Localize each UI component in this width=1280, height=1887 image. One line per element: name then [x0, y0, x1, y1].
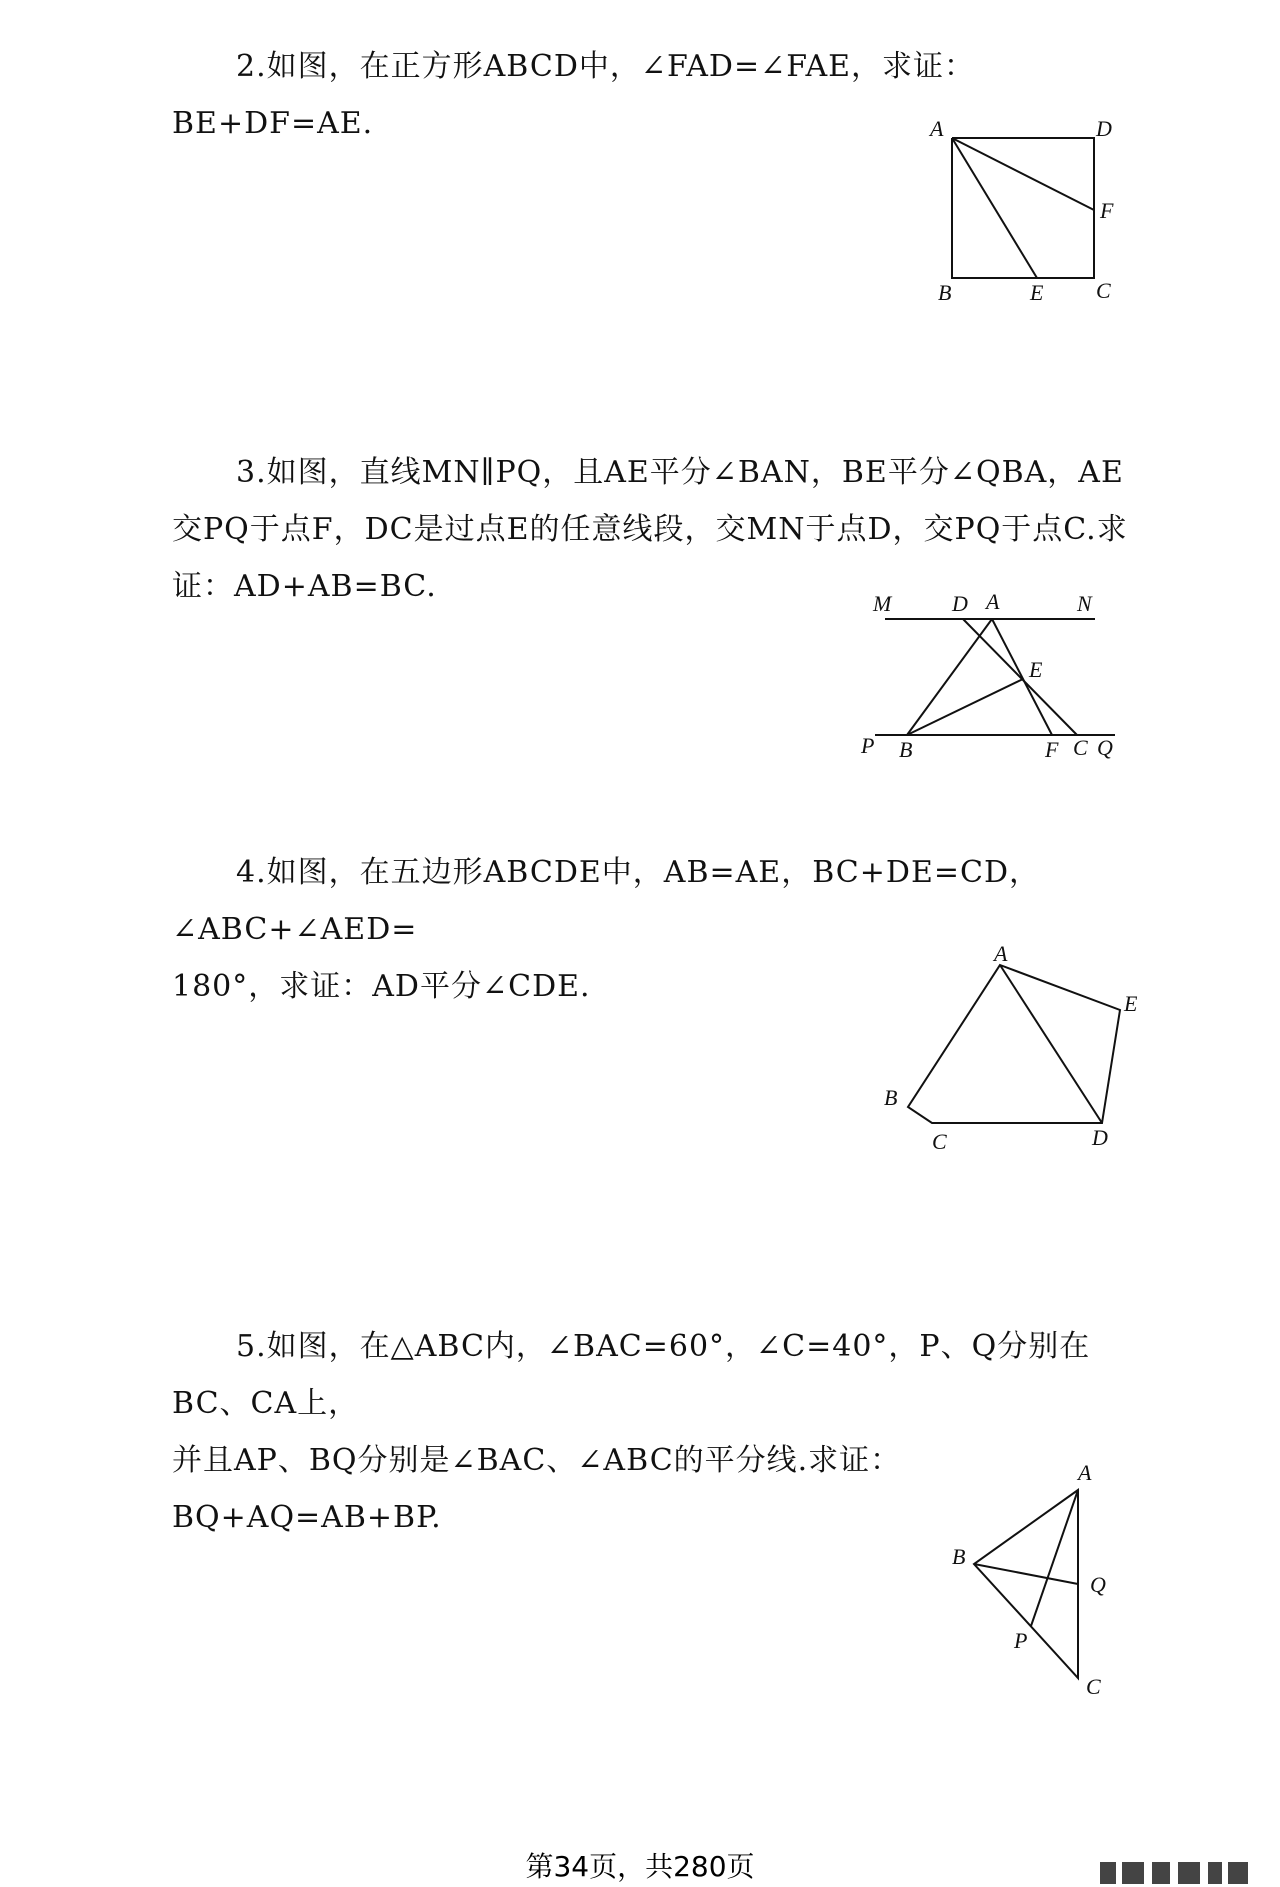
- label-a: A: [986, 589, 1000, 614]
- toolbar-bar-4: [1178, 1862, 1200, 1884]
- label-p: P: [1014, 1628, 1028, 1653]
- label-e: E: [1030, 280, 1044, 305]
- figure-square-abcd: [920, 110, 1120, 310]
- label-c: C: [932, 1129, 947, 1154]
- problem-3-line-2: 交PQ于点F，DC是过点E的任意线段，交MN于点D，交PQ于点C.求: [172, 512, 1128, 547]
- segment-ap: [1031, 1490, 1078, 1626]
- viewer-toolbar: [1100, 1862, 1250, 1884]
- label-b: B: [899, 737, 913, 762]
- pentagon-outline: [908, 965, 1120, 1123]
- label-a: A: [994, 941, 1008, 966]
- label-b: B: [952, 1544, 966, 1569]
- segment-ad: [1000, 965, 1102, 1123]
- toolbar-bar-1: [1100, 1862, 1116, 1884]
- label-f: F: [1045, 737, 1059, 762]
- problem-3-line-1: 3.如图，直线MN∥PQ，且AE平分∠BAN，BE平分∠QBA，AE: [236, 455, 1124, 490]
- problem-4-line-1: 4.如图，在五边形ABCDE中，AB=AE，BC+DE=CD，∠ABC+∠AED=: [172, 855, 1040, 947]
- problem-4-line-2: 180°，求证：AD平分∠CDE.: [172, 969, 591, 1004]
- label-c: C: [1086, 1674, 1101, 1699]
- label-f: F: [1100, 198, 1114, 223]
- label-b: B: [884, 1085, 898, 1110]
- problem-5-line-1: 5.如图，在△ABC内，∠BAC=60°，∠C=40°，P、Q分别在BC、CA上，: [172, 1329, 1091, 1421]
- figure-parallel-lines: [855, 585, 1145, 765]
- label-m: M: [873, 591, 892, 616]
- square-outline: [952, 138, 1094, 278]
- toolbar-bar-3: [1152, 1862, 1170, 1884]
- label-b: B: [938, 280, 952, 305]
- label-p: P: [861, 733, 875, 758]
- label-q: Q: [1097, 735, 1113, 760]
- label-e: E: [1029, 657, 1043, 682]
- figure-triangle-abc: [940, 1460, 1130, 1700]
- toolbar-bar-2: [1122, 1862, 1144, 1884]
- toolbar-bar-5: [1208, 1862, 1222, 1884]
- segment-af: [992, 619, 1052, 735]
- label-n: N: [1077, 591, 1092, 616]
- label-e: E: [1124, 991, 1138, 1016]
- label-d: D: [952, 591, 968, 616]
- label-d: D: [1092, 1125, 1108, 1150]
- page-number: 第34页，共280页: [525, 1850, 755, 1883]
- label-d: D: [1096, 116, 1112, 141]
- problem-2-line-1: 2.如图，在正方形ABCD中，∠FAD=∠FAE，求证：BE+DF=AE.: [172, 49, 976, 141]
- label-c: C: [1073, 735, 1088, 760]
- label-q: Q: [1090, 1572, 1106, 1597]
- segment-be: [907, 679, 1023, 735]
- problem-3-line-3: 证：AD+AB=BC.: [172, 569, 437, 604]
- figure-pentagon-abcde: [870, 941, 1160, 1175]
- problem-5-line-2: 并且AP、BQ分别是∠BAC、∠ABC的平分线.求证：BQ+AQ=AB+BP.: [172, 1443, 902, 1535]
- label-a: A: [1078, 1460, 1092, 1485]
- toolbar-bar-6: [1228, 1862, 1248, 1884]
- segment-dc: [963, 619, 1077, 735]
- label-c: C: [1096, 278, 1111, 303]
- label-a: A: [930, 116, 944, 141]
